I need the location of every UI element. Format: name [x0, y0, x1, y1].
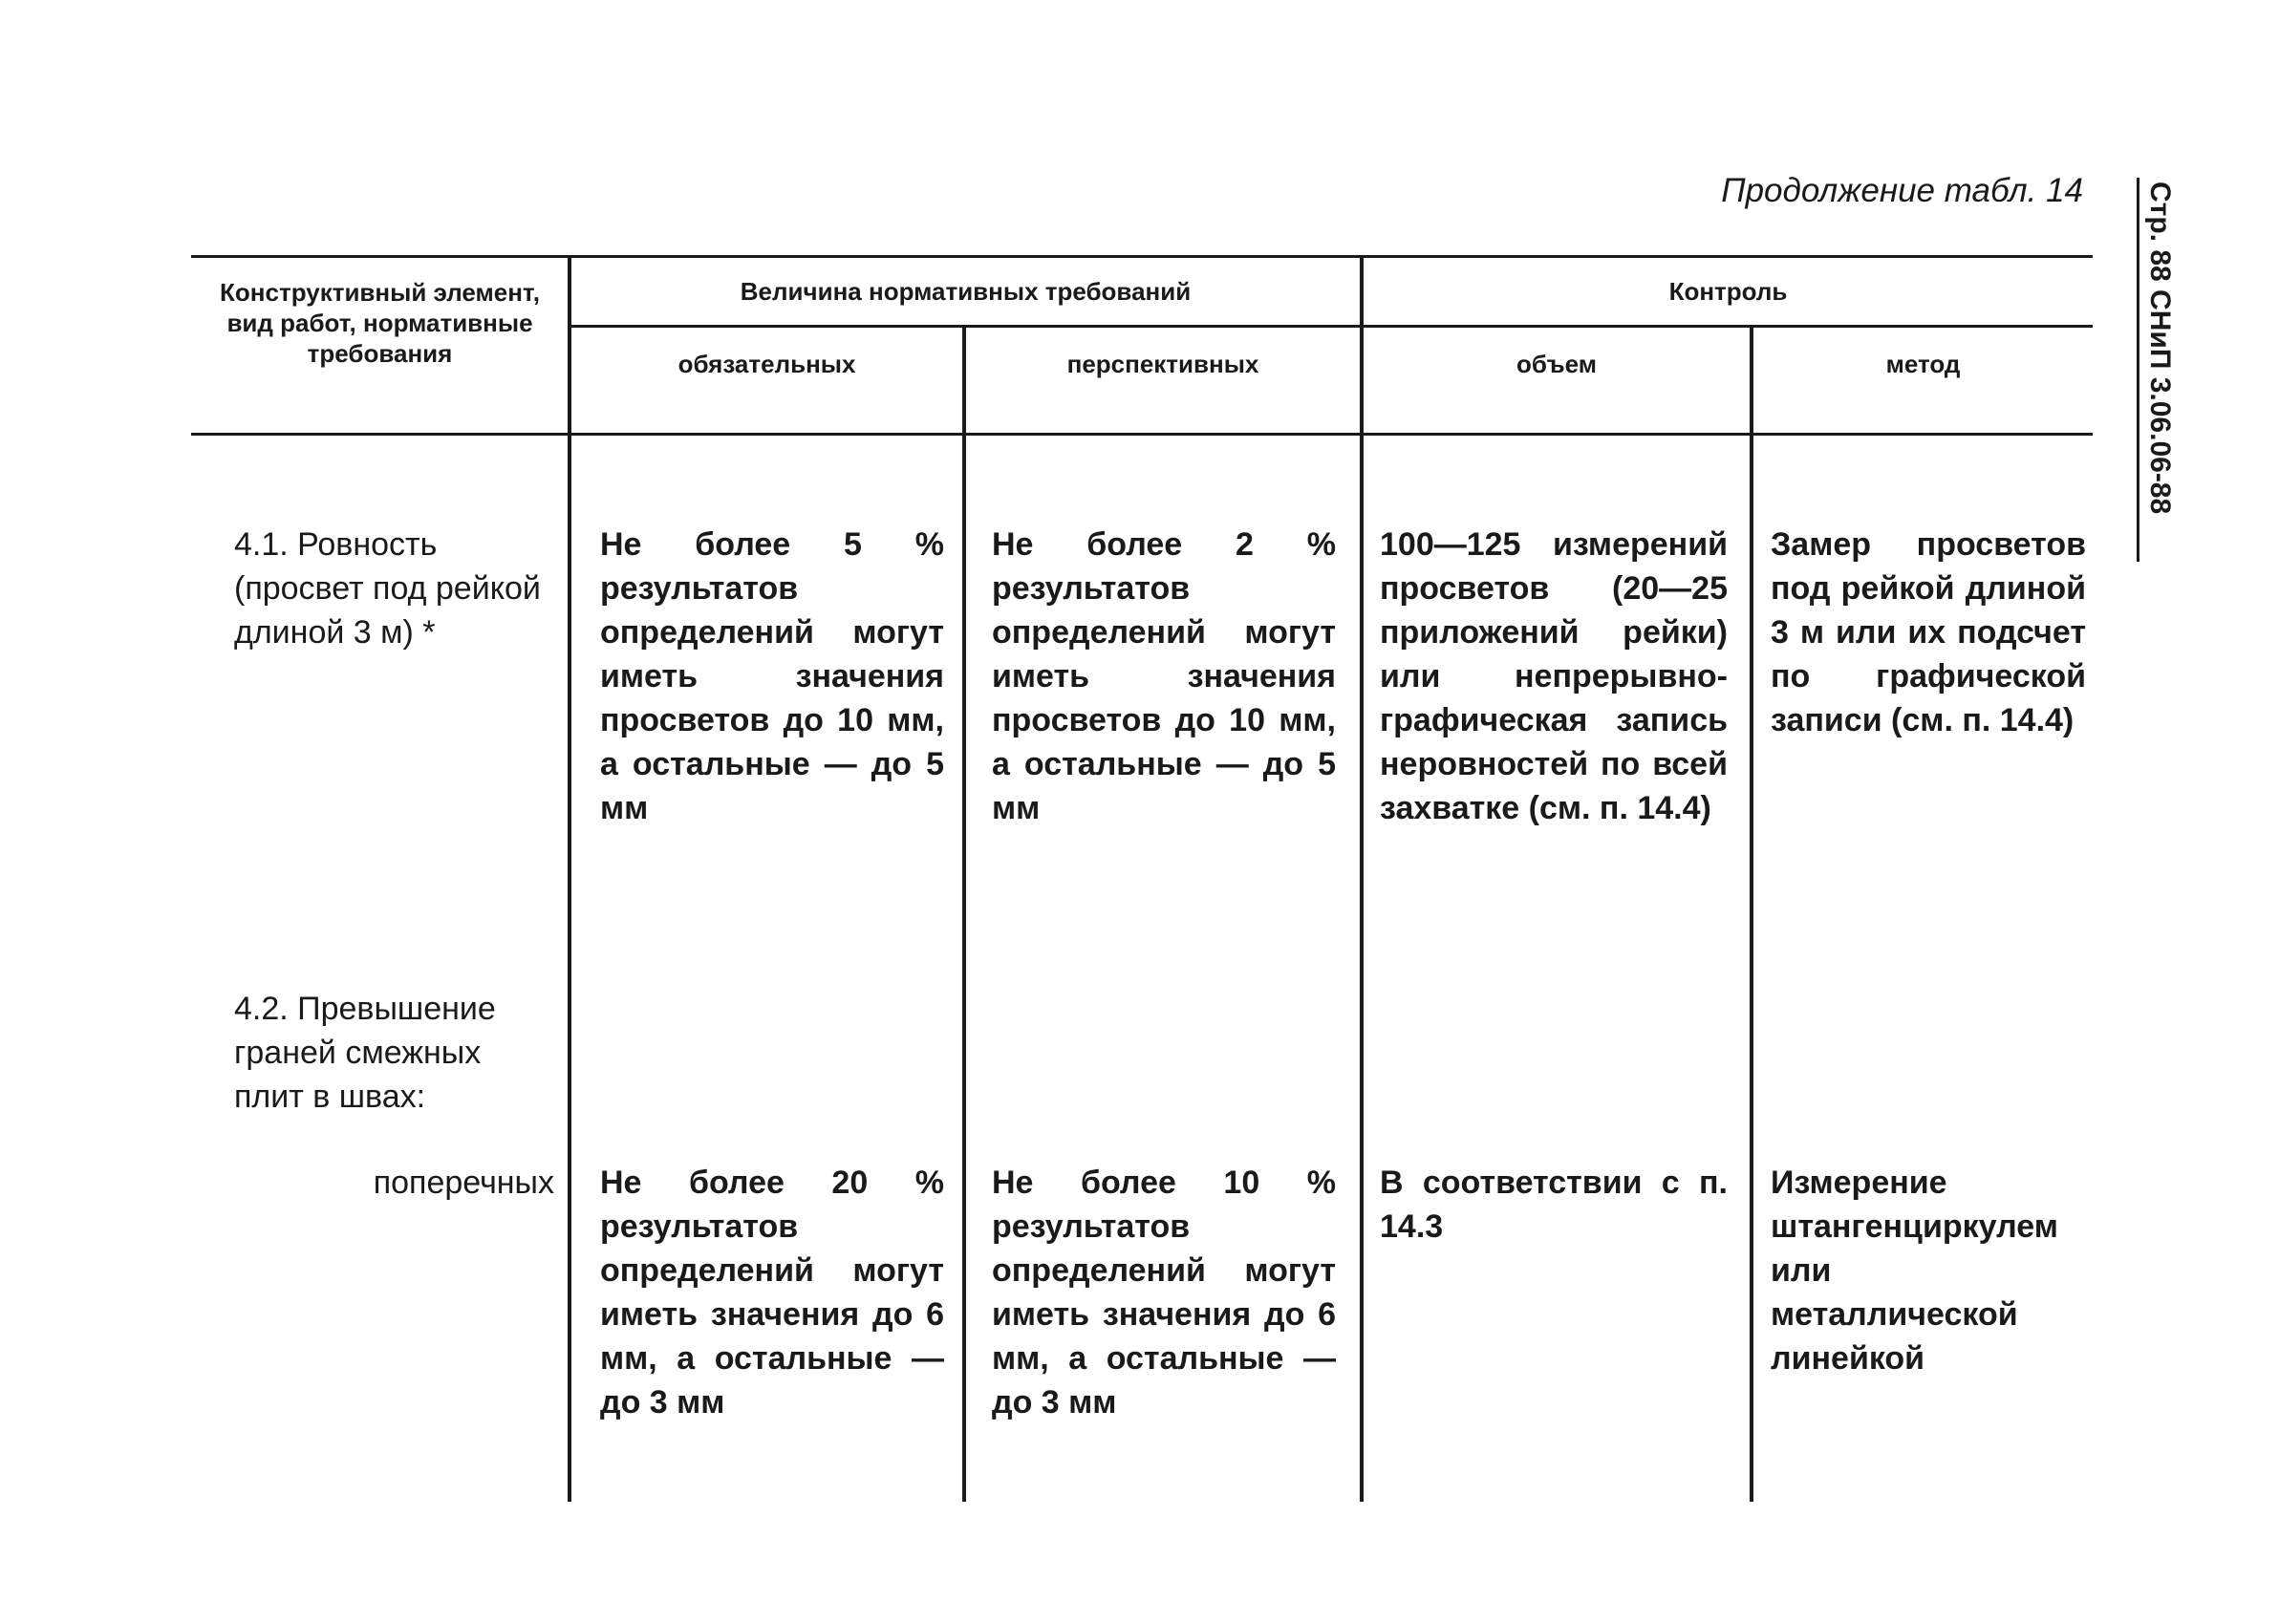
row-4-1-volume: 100—125 измерений просветов (20—25 приложений рейки) или непрерывно-графическая запись неровностей по всей захватке (см. п. 14.4)	[1380, 526, 1728, 826]
header-method: метод	[1885, 350, 1961, 378]
row-4-1-prospective: Не более 2 % результатов определений могут иметь значения просветов до 10 мм, а остальные — до 5 мм	[992, 526, 1336, 826]
row-4-2-volume: В соответствии с п. 14.3	[1380, 1165, 1728, 1245]
header-volume: объем	[1516, 350, 1597, 378]
row-4-1-element: 4.1. Ровность (просвет под рейкой длиной 3 м) *	[234, 526, 541, 651]
header-element: Конструктивный элемент, вид работ, нормативные требования	[220, 278, 540, 368]
column-divider-1	[568, 255, 571, 1502]
row-4-2-mandatory: Не более 20 % результатов определений могут иметь значения до 6 мм, а остальные — до 3 мм	[600, 1165, 944, 1421]
header-mandatory: обязательных	[677, 350, 856, 378]
table-top-rule	[191, 255, 2093, 258]
header-requirements: Величина нормативных требований	[740, 277, 1192, 306]
column-divider-2	[962, 325, 966, 1502]
table-caption: Продолжение табл. 14	[1721, 172, 2083, 209]
header-bottom-rule	[191, 433, 2093, 436]
row-4-1-method: Замер просветов под рейкой длиной 3 м или их подсчет по графической записи (см. п. 14.4)	[1771, 526, 2086, 738]
page-side-label: Стр. 88 СНиП 3.06.06-88	[2144, 182, 2176, 515]
row-4-2-element: 4.2. Превышение граней смежных плит в швах:	[234, 991, 496, 1115]
row-4-2-sub: поперечных	[373, 1165, 554, 1201]
row-4-2-prospective: Не более 10 % результатов определений могут иметь значения до 6 мм, а остальные — до 3 мм	[992, 1165, 1336, 1421]
header-control: Контроль	[1668, 277, 1788, 306]
row-4-1-mandatory: Не более 5 % результатов определений могут иметь значения просветов до 10 мм, а остальные — до 5 мм	[600, 526, 944, 826]
subheader-rule	[571, 325, 2093, 328]
header-prospective: перспективных	[1066, 350, 1259, 378]
side-rule	[2137, 178, 2139, 562]
column-divider-4	[1750, 325, 1753, 1502]
row-4-2-method: Измерение штангенциркулем или металлической линейкой	[1771, 1165, 2058, 1377]
column-divider-3	[1360, 255, 1364, 1502]
